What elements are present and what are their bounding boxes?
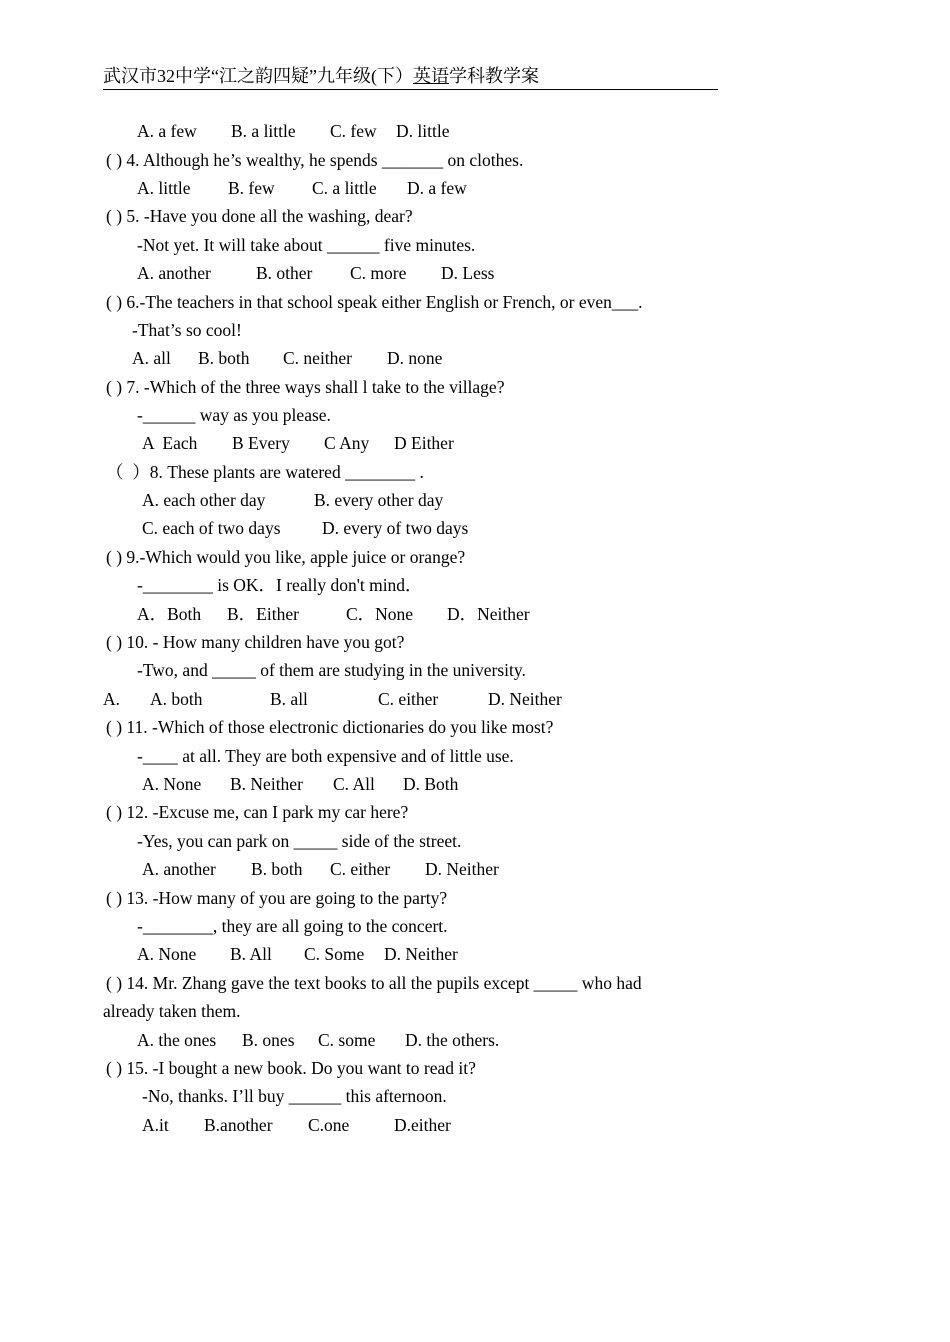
q11-opts-option-2: C. All xyxy=(333,774,375,794)
q6-text: ( ) 6.-The teachers in that school speak either English or French, or even___. xyxy=(106,292,643,312)
q14-opts-option-1: B. ones xyxy=(242,1030,295,1050)
q14-opts-option-2: C. some xyxy=(318,1030,376,1050)
q5-opts-option-0: A. another xyxy=(137,263,211,283)
q8-opts-b-option-0: C. each of two days xyxy=(142,518,281,538)
q3-opts-option-2: C. few xyxy=(330,121,377,141)
q5-b-text: -Not yet. It will take about ______ five minutes. xyxy=(137,235,476,255)
q5-opts-option-1: B. other xyxy=(256,263,313,283)
q7-b-text: -______ way as you please. xyxy=(137,405,331,425)
q5-text: ( ) 5. -Have you done all the washing, dear? xyxy=(106,206,413,226)
q4-opts-option-0: A. little xyxy=(137,178,191,198)
q15-text: ( ) 15. -I bought a new book. Do you want to read it? xyxy=(106,1058,476,1078)
q9-text: ( ) 9.-Which would you like, apple juice or orange? xyxy=(106,547,466,567)
q8-text: （ ）8. These plants are watered ________ . xyxy=(106,462,424,482)
q15-opts-option-3: D.either xyxy=(394,1115,451,1135)
q12-b-text: -Yes, you can park on _____ side of the street. xyxy=(137,831,462,851)
q7-opts-option-2: C Any xyxy=(324,433,370,453)
q3-opts-option-0: A. a few xyxy=(137,121,197,141)
q13-opts-option-0: A. None xyxy=(137,944,197,964)
q9-b-text: -________ is OK．I really don't mind． xyxy=(137,575,423,595)
q12-text: ( ) 12. -Excuse me, can I park my car here? xyxy=(106,802,409,822)
q6-opts-option-0: A. all xyxy=(132,348,171,368)
q6-b-text: -That’s so cool! xyxy=(132,320,242,340)
q15-opts-option-0: A.it xyxy=(142,1115,169,1135)
q9-opts-option-1: B．Either xyxy=(227,604,299,624)
q13-opts-option-2: C. Some xyxy=(304,944,365,964)
header-subject: 英语 xyxy=(412,66,449,86)
q12-opts-option-0: A. another xyxy=(142,859,216,879)
q8-opts-a-option-1: B. every other day xyxy=(314,490,444,510)
q13-text: ( ) 13. -How many of you are going to the party? xyxy=(106,888,448,908)
q10-text: ( ) 10. - How many children have you got? xyxy=(106,632,405,652)
q11-opts-option-1: B. Neither xyxy=(230,774,303,794)
q9-opts-option-3: D．Neither xyxy=(447,604,530,624)
q11-text: ( ) 11. -Which of those electronic dictionaries do you like most? xyxy=(106,717,554,737)
q14-text: ( ) 14. Mr. Zhang gave the text books to all the pupils except _____ who had xyxy=(106,973,642,993)
q10-opts-option-1: A. both xyxy=(150,689,203,709)
q12-opts-option-2: C. either xyxy=(330,859,391,879)
q5-opts-option-2: C. more xyxy=(350,263,407,283)
q7-opts-option-0: A Each xyxy=(142,433,198,453)
q15-opts-option-2: C.one xyxy=(308,1115,350,1135)
header-plan: 学科教学案 xyxy=(448,66,539,86)
q3-opts-option-3: D. little xyxy=(396,121,450,141)
q10-opts-option-3: C. either xyxy=(378,689,439,709)
q13-opts-option-3: D. Neither xyxy=(384,944,458,964)
q13-b-text: -________, they are all going to the concert. xyxy=(137,916,448,936)
q15-b-text: -No, thanks. I’ll buy ______ this afternoon. xyxy=(142,1086,447,1106)
q11-b-text: -____ at all. They are both expensive and of little use. xyxy=(137,746,514,766)
q15-opts-option-1: B.another xyxy=(204,1115,273,1135)
q6-opts-option-1: B. both xyxy=(198,348,250,368)
q10-opts-option-4: D. Neither xyxy=(488,689,562,709)
q12-opts-option-1: B. both xyxy=(251,859,303,879)
q4-text: ( ) 4. Although he’s wealthy, he spends _______ on clothes. xyxy=(106,150,524,170)
q8-opts-a-option-0: A. each other day xyxy=(142,490,266,510)
q11-opts-option-3: D. Both xyxy=(403,774,459,794)
q14-opts-option-3: D. the others. xyxy=(405,1030,500,1050)
q8-opts-b-option-1: D. every of two days xyxy=(322,518,469,538)
q12-opts-option-3: D. Neither xyxy=(425,859,499,879)
q7-text: ( ) 7. -Which of the three ways shall l take to the village? xyxy=(106,377,505,397)
q5-opts-option-3: D. Less xyxy=(441,263,495,283)
q10-b-text: -Two, and _____ of them are studying in the university. xyxy=(137,660,526,680)
q3-opts-option-1: B. a little xyxy=(231,121,296,141)
q4-opts-option-3: D. a few xyxy=(407,178,467,198)
q10-opts-option-2: B. all xyxy=(270,689,308,709)
q4-opts-option-1: B. few xyxy=(228,178,275,198)
q14-b-text: already taken them. xyxy=(103,1001,241,1021)
q4-opts-option-2: C. a little xyxy=(312,178,377,198)
q6-opts-option-2: C. neither xyxy=(283,348,353,368)
q10-opts-option-0: A. xyxy=(103,689,121,709)
q14-opts-option-0: A. the ones xyxy=(137,1030,217,1050)
header-school: 武汉市32中学“江之韵四疑”九年级(下） xyxy=(103,66,413,86)
q7-opts-option-3: D Either xyxy=(394,433,454,453)
q13-opts-option-1: B. All xyxy=(230,944,272,964)
q6-opts-option-3: D. none xyxy=(387,348,443,368)
q11-opts-option-0: A. None xyxy=(142,774,202,794)
q9-opts-option-2: C．None xyxy=(346,604,414,624)
q7-opts-option-1: B Every xyxy=(232,433,290,453)
q9-opts-option-0: A．Both xyxy=(137,604,202,624)
